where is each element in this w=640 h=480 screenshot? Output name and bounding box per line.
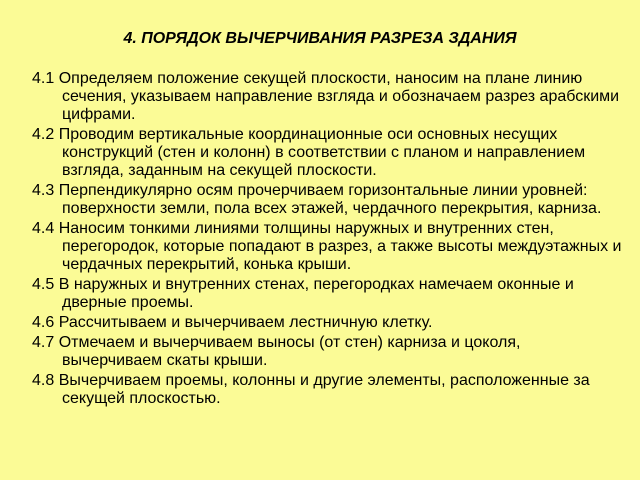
step-number: 4.5 [32,276,55,293]
step-number: 4.1 [32,70,55,87]
step-item [32,372,622,408]
step-number: 4.2 [32,126,55,143]
step-text: Наносим тонкими линиями толщины наружных и внутренних стен, перегородок, которые попадают в разрез, а также высоты междуэтажных и чердачных перекрытий, конька крыши. [58,220,622,273]
step-item [32,70,622,124]
step-item [32,182,622,218]
step-text: В наружных и внутренних стенах, перегородках намечаем оконные и дверные проемы. [58,276,574,311]
slide-title: 4. ПОРЯДОК ВЫЧЕРЧИВАНИЯ РАЗРЕЗА ЗДАНИЯ [123,30,517,47]
step-item [32,126,622,180]
step-text: Рассчитываем и вычерчиваем лестничную клетку. [58,314,433,331]
step-item [32,334,622,370]
step-number: 4.3 [32,182,55,199]
step-item [32,220,622,274]
steps-list [32,70,622,410]
step-number: 4.7 [32,334,55,351]
step-item [32,276,622,312]
step-number: 4.8 [32,372,55,389]
step-text: Вычерчиваем проемы, колонны и другие элементы, расположенные за секущей плоскостью. [58,372,590,407]
step-text: Проводим вертикальные координационные оси основных несущих конструкций (стен и колонн) в соответствии с планом и направлением взгляда, заданным на секущей плоскости. [58,126,586,179]
step-number: 4.6 [32,314,55,331]
step-text: Перпендикулярно осям прочерчиваем горизонтальные линии уровней: поверхности земли, пола всех этажей, чердачного перекрытия, карниза. [58,182,602,217]
step-item [32,314,622,332]
step-text: Отмечаем и вычерчиваем выносы (от стен) карниза и цоколя, вычерчиваем скаты крыши. [58,334,521,369]
step-number: 4.4 [32,220,55,237]
step-text: Определяем положение секущей плоскости, наносим на плане линию сечения, указываем направление взгляда и обозначаем разрез арабскими цифрами. [58,70,620,123]
